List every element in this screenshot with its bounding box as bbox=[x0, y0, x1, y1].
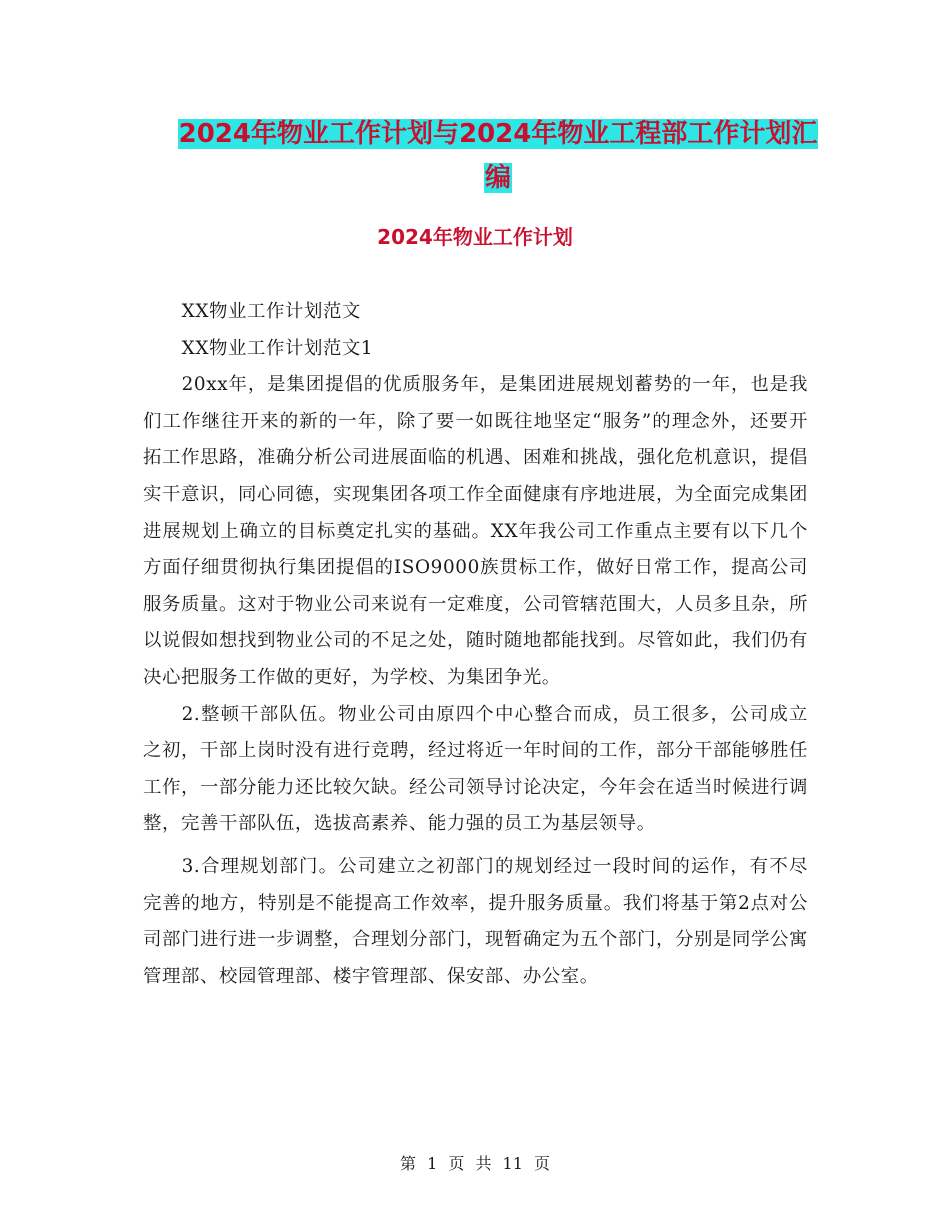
page-footer: 第 1 页 共 11 页 bbox=[400, 1154, 550, 1173]
paragraph-1: XX物业工作计划范文 bbox=[181, 301, 361, 322]
paragraph-4: 2.整顿干部队伍。物业公司由原四个中心整合而成，员工很多，公司成立之初，干部上岗时没有进行竞聘，经过将近一年时间的工作，部分干部能够胜任工作，一部分能力还比较欠缺。经公司领导讨论决定，今年会在适当时候进行调整，完善干部队伍，选拔高素养、能力强的员工为基层领导。 bbox=[143, 703, 808, 835]
section-heading: 2024年物业工作计划 bbox=[377, 225, 573, 249]
document-body bbox=[143, 294, 808, 995]
document-title bbox=[140, 112, 856, 200]
paragraph-2: XX物业工作计划范文1 bbox=[181, 337, 374, 359]
paragraph-5: 3.合理规划部门。公司建立之初部门的规划经过一段时间的运作，有不尽完善的地方，特别是不能提高工作效率，提升服务质量。我们将基于第2点对公司部门进行进一步调整，合理划分部门，现暂确定为五个部门，分别是同学公寓管理部、校园管理部、楼宇管理部、保安部、办公室。 bbox=[143, 855, 808, 987]
document-title-line-1: 2024年物业工作计划与2024年物业工程部工作计划汇 bbox=[178, 119, 818, 149]
paragraph-3: 20xx年，是集团提倡的优质服务年，是集团进展规划蓄势的一年，也是我们工作继往开来的新的一年，除了要一如既往地坚定“服务”的理念外，还要开拓工作思路，准确分析公司进展面临的机遇、困难和挑战，强化危机意识，提倡实干意识，同心同德，实现集团各项工作全面健康有序地进展，为全面完成集团进展规划上确立的目标奠定扎实的基础。XX年我公司工作重点主要有以下几个方面仔细贯彻执行集团提倡的ISO9000族贯标工作，做好日常工作，提高公司服务质量。这对于物业公司来说有一定难度，公司管辖范围大，人员多且杂，所以说假如想找到物业公司的不足之处，随时随地都能找到。尽管如此，我们仍有决心把服务工作做的更好，为学校、为集团争光。 bbox=[143, 374, 808, 688]
document-title-line-2: 编 bbox=[484, 163, 511, 193]
